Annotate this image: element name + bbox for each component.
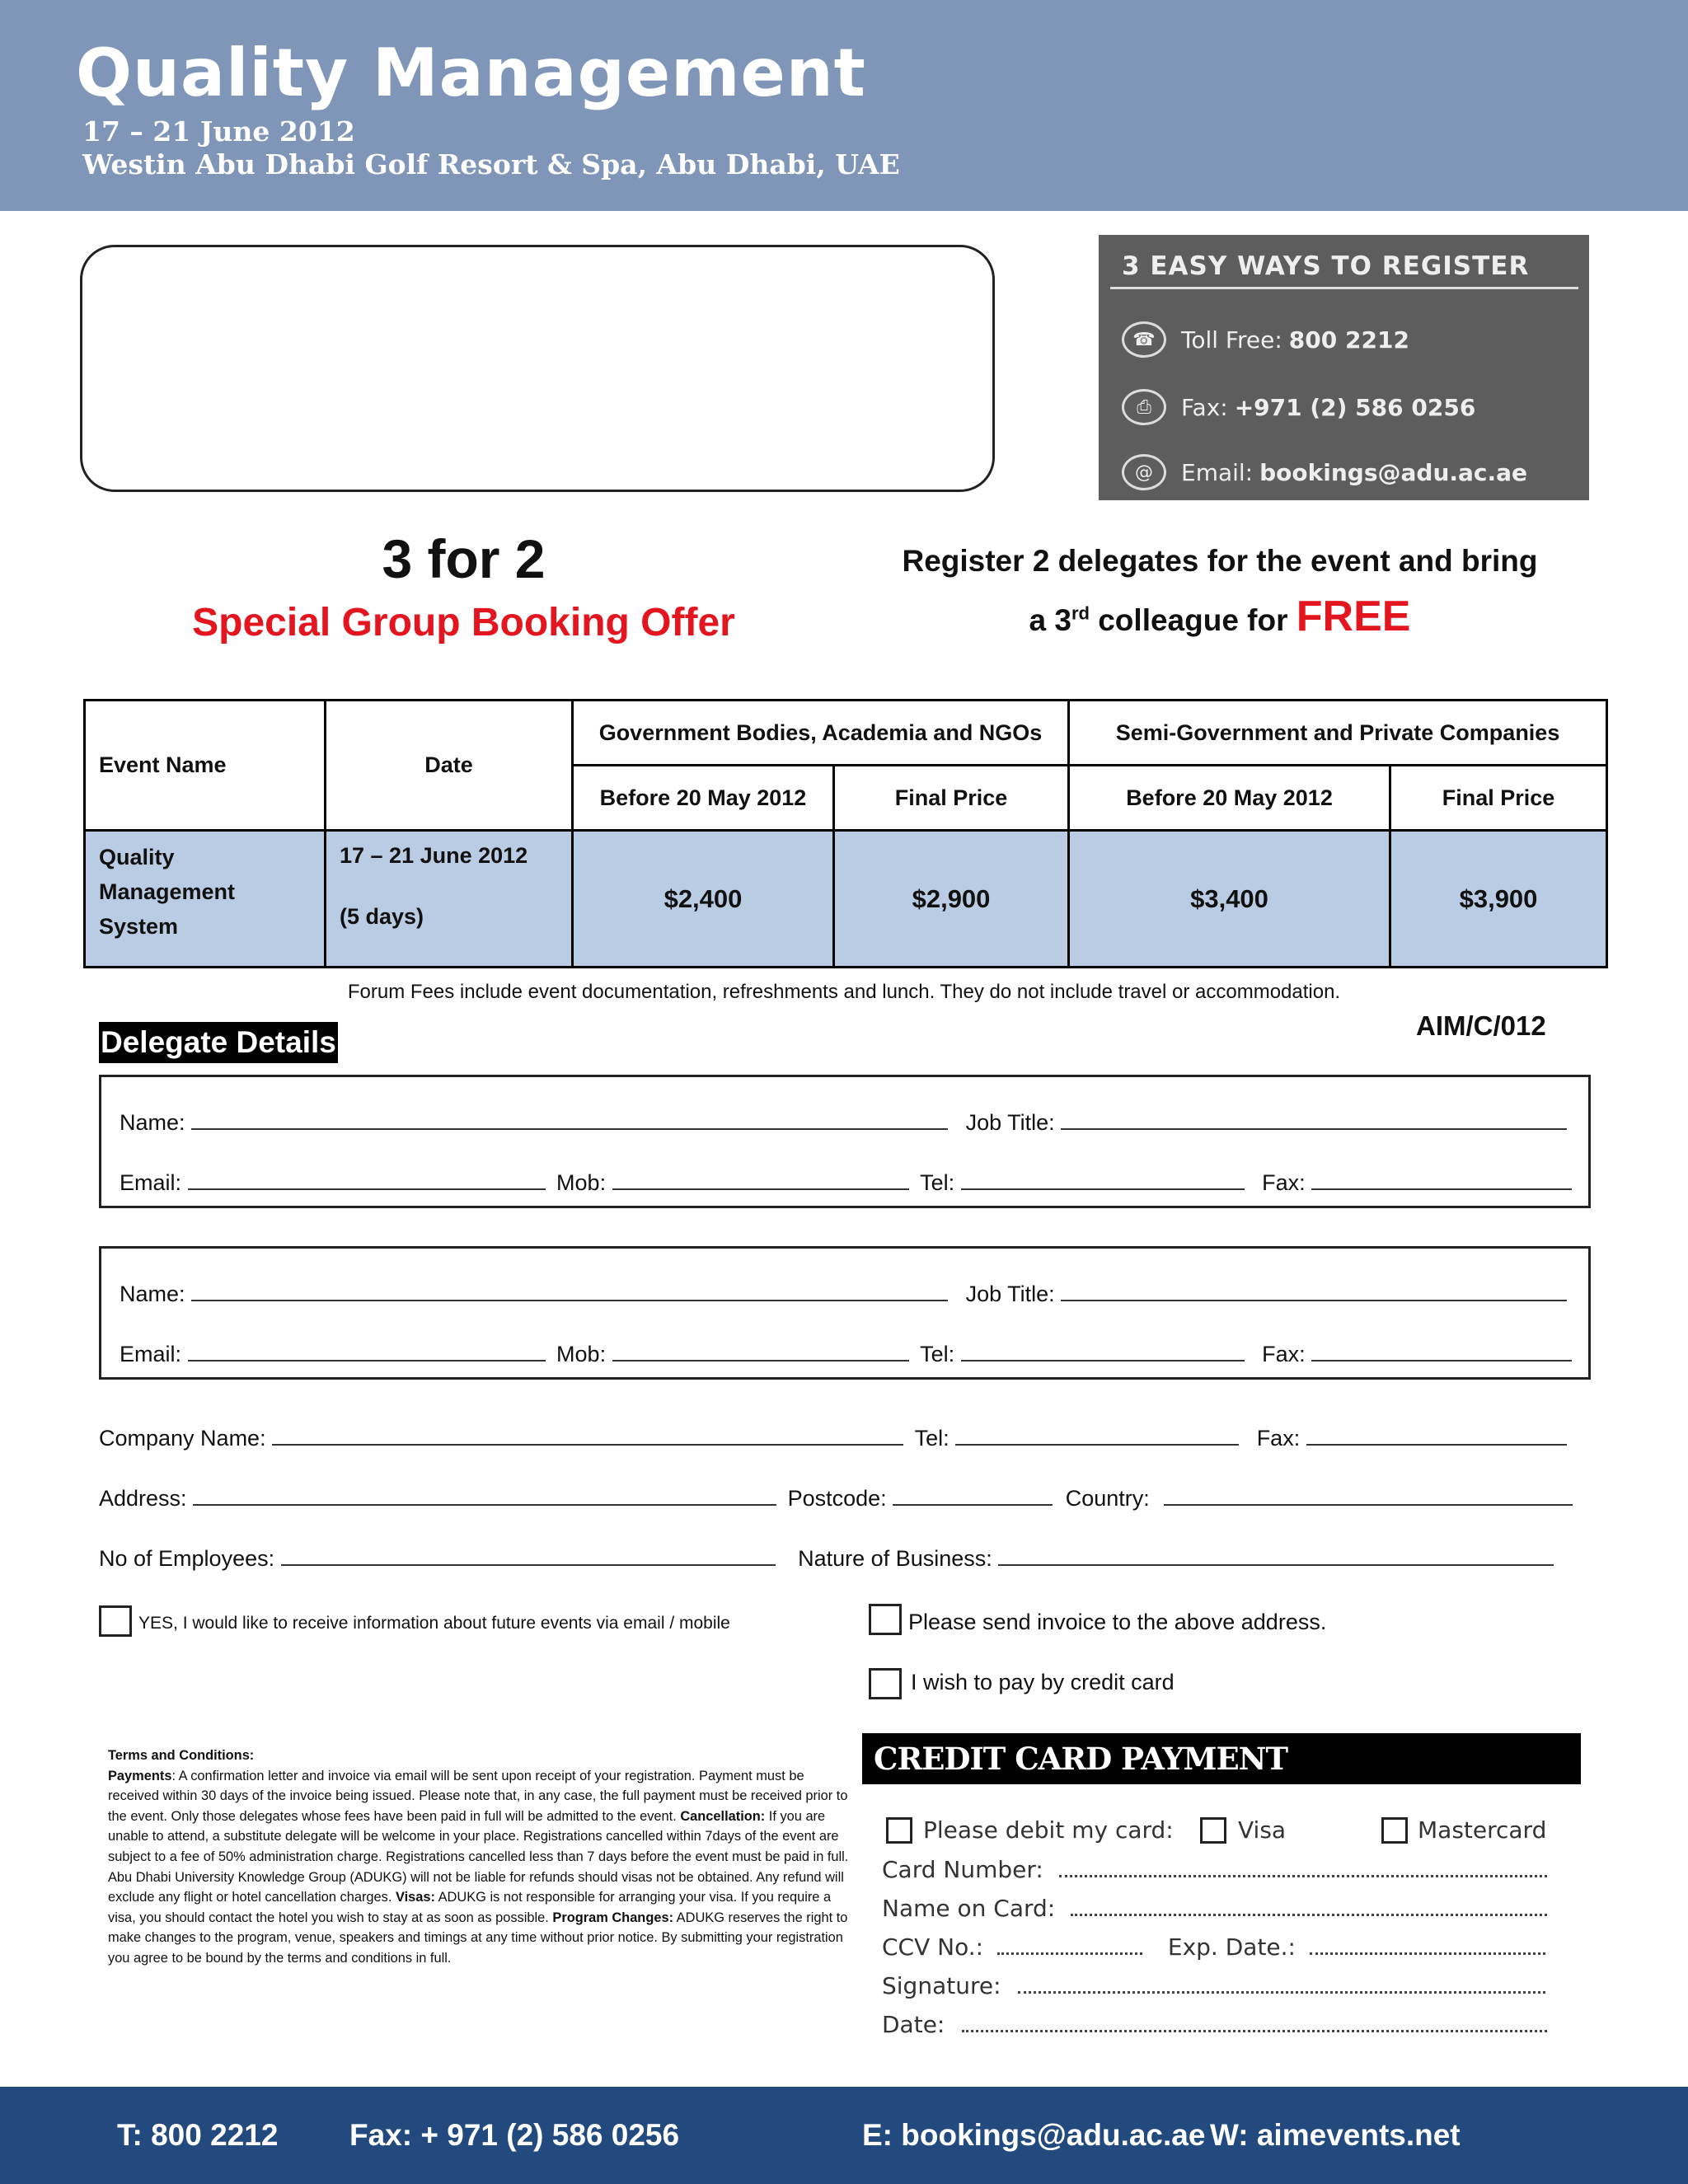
card-number-field[interactable] (1059, 1859, 1547, 1877)
event-venue: Westin Abu Dhabi Golf Resort & Spa, Abu Dhabi, UAE (82, 148, 900, 180)
name-on-card-row: Name on Card: (882, 1895, 1547, 1922)
delegate2-job-title-field[interactable] (1061, 1282, 1567, 1301)
delegate1-mob-field[interactable] (612, 1170, 909, 1190)
delegate1-job-title-field[interactable] (1061, 1110, 1567, 1130)
offer-subheadline: Special Group Booking Offer (192, 601, 735, 644)
company-name-field[interactable] (272, 1426, 903, 1446)
register-fax (1122, 387, 1475, 428)
credit-card-heading: CREDIT CARD PAYMENT (862, 1733, 1581, 1784)
delegate2-tel-field[interactable] (961, 1342, 1245, 1361)
card-number-row: Card Number: (882, 1856, 1547, 1883)
delegate1-name-field[interactable] (191, 1110, 948, 1130)
address-field[interactable] (193, 1486, 776, 1506)
group-government: Government Bodies, Academia and NGOs (573, 701, 1069, 766)
company-row: Company Name: Tel: Fax: (99, 1426, 1567, 1451)
price-gov-final: $2,900 (834, 831, 1069, 968)
footer-bar (0, 2087, 1688, 2184)
register-fax-label: Fax: (1181, 393, 1228, 421)
debit-card-checkbox[interactable] (886, 1817, 912, 1844)
fees-note: Forum Fees include event documentation, refreshments and lunch. They do not include travel or accommodation. (347, 981, 1341, 1003)
invoice-label: Please send invoice to the above address. (908, 1610, 1327, 1634)
company-fax-field[interactable] (1306, 1426, 1567, 1446)
visa-label: Visa (1238, 1816, 1287, 1844)
register-divider (1110, 287, 1578, 289)
address-row: Address: Postcode: Country: (99, 1486, 1573, 1511)
terms-title: Terms and Conditions: (108, 1748, 255, 1763)
register-phone-label: Toll Free: (1181, 326, 1282, 354)
ccv-exp-row: CCV No.: Exp. Date.: (882, 1933, 1545, 1961)
sub-before-semi: Before 20 May 2012 (1069, 766, 1390, 831)
visa-checkbox[interactable] (1200, 1817, 1226, 1844)
register-email-value: bookings@adu.ac.ae (1259, 458, 1528, 486)
register-fax-value: +971 (2) 586 0256 (1234, 393, 1476, 421)
register-phone (1122, 319, 1409, 360)
header-banner (0, 0, 1688, 211)
offer-headline: 3 for 2 (382, 528, 546, 589)
fax-icon: ⎙ (1122, 389, 1166, 425)
group-semi-government: Semi-Government and Private Companies (1069, 701, 1607, 766)
delegate2-mob-field[interactable] (612, 1342, 909, 1361)
date-row: Date: (882, 2011, 1547, 2038)
sub-final-gov: Final Price (834, 766, 1069, 831)
company-tel-field[interactable] (955, 1426, 1239, 1446)
delegate-details-heading: Delegate Details (99, 1022, 338, 1063)
delegate1-tel-field[interactable] (961, 1170, 1245, 1190)
info-opt-in-label: YES, I would like to receive information about future events via email / mobile (138, 1614, 730, 1633)
register-title: 3 EASY WAYS TO REGISTER (1122, 251, 1530, 281)
credit-card-checkbox[interactable] (869, 1668, 902, 1699)
debit-card-label: Please debit my card: (923, 1816, 1174, 1844)
register-email (1122, 452, 1527, 493)
price-semi-final: $3,900 (1390, 831, 1607, 968)
business-row: No of Employees: Nature of Business: (99, 1546, 1554, 1572)
col-event-name: Event Name (85, 701, 326, 831)
register-phone-value: 800 2212 (1288, 326, 1409, 354)
sub-final-semi: Final Price (1390, 766, 1607, 831)
at-icon: @ (1122, 454, 1166, 490)
delegate1-fax-field[interactable] (1311, 1170, 1572, 1190)
price-gov-before: $2,400 (573, 831, 834, 968)
page-title: Quality Management (76, 35, 866, 111)
credit-card-label: I wish to pay by credit card (911, 1670, 1175, 1694)
name-on-card-field[interactable] (1071, 1898, 1547, 1916)
info-opt-in-checkbox[interactable] (99, 1605, 132, 1637)
register-email-label: Email: (1181, 458, 1254, 486)
footer-tel: T: 800 2212 (117, 2118, 279, 2152)
delegate-box-2: Name: Job Title: Email: Mob: Tel: Fax: (99, 1246, 1591, 1380)
col-date: Date (326, 701, 573, 831)
event-code: AIM/C/012 (1416, 1010, 1546, 1041)
mastercard-checkbox[interactable] (1381, 1817, 1408, 1844)
signature-row: Signature: (882, 1972, 1545, 1999)
terms-and-conditions: Terms and Conditions: Payments: A confirmation letter and invoice via email will be sent upon receipt of your registration. Payment must be received within 30 days of the invoice being issued. Please note that, in any case, the full payment must be received prior to the event. Only those delegates whose fees have been paid in full will be admitted to the event. Cancellation: If you are unable to attend, a substitute delegate will be welcome in your place. Registrations cancelled within 7days of the event are subject to a fee of 50% administration charge. Registrations cancelled less than 7 days before the event must be paid in full. Abu Dhabi University Knowledge Group (ADUKG) will not be liable for refunds should visas not be obtained. Any refund will exclude any flight or hotel cancellation charges. Visas: ADUKG is not responsible for arranging your visa. If you require a visa, you should contact the hotel you wish to stay at as soon as possible. Program Changes: ADUKG reserves the right to make changes to the program, venue, speakers and timings at any time without prior notice. By submitting your registration you agree to be bound by the terms and conditions in full. (108, 1748, 849, 1966)
footer-fax: Fax: + 971 (2) 586 0256 (349, 2118, 680, 2152)
mastercard-label: Mastercard (1418, 1816, 1547, 1844)
offer-description-line1: Register 2 delegates for the event and bring (902, 544, 1538, 578)
delegate2-email-field[interactable] (188, 1342, 546, 1361)
nature-of-business-field[interactable] (998, 1546, 1554, 1566)
signature-field[interactable] (1018, 1975, 1545, 1994)
offer-description-line2: a 3rd colleague for FREE (1029, 593, 1411, 640)
delegate1-email-field[interactable] (188, 1170, 546, 1190)
register-box (1099, 235, 1589, 500)
event-name-cell: Quality Management System (85, 831, 326, 968)
offer-free-text: FREE (1296, 593, 1411, 640)
event-date-cell: 17 – 21 June 2012 (5 days) (326, 831, 573, 968)
date-field[interactable] (962, 2014, 1547, 2032)
price-semi-before: $3,400 (1069, 831, 1390, 968)
sub-before-gov: Before 20 May 2012 (573, 766, 834, 831)
postcode-field[interactable] (893, 1486, 1053, 1506)
price-table (83, 699, 1608, 968)
footer-web[interactable]: W: aimevents.net (1210, 2118, 1461, 2152)
invoice-checkbox[interactable] (869, 1604, 902, 1635)
delegate-box-1: Name: Job Title: Email: Mob: Tel: Fax: (99, 1075, 1591, 1208)
delegate2-fax-field[interactable] (1311, 1342, 1572, 1361)
phone-icon: ☎ (1122, 321, 1166, 358)
delegate2-name-field[interactable] (191, 1282, 948, 1301)
employees-field[interactable] (281, 1546, 776, 1566)
footer-email[interactable]: E: bookings@adu.ac.ae (862, 2118, 1206, 2152)
country-field[interactable] (1164, 1486, 1573, 1506)
exp-date-field[interactable] (1310, 1937, 1545, 1955)
ccv-field[interactable] (997, 1937, 1142, 1955)
address-label-box (80, 245, 995, 492)
event-date: 17 – 21 June 2012 (82, 115, 355, 148)
